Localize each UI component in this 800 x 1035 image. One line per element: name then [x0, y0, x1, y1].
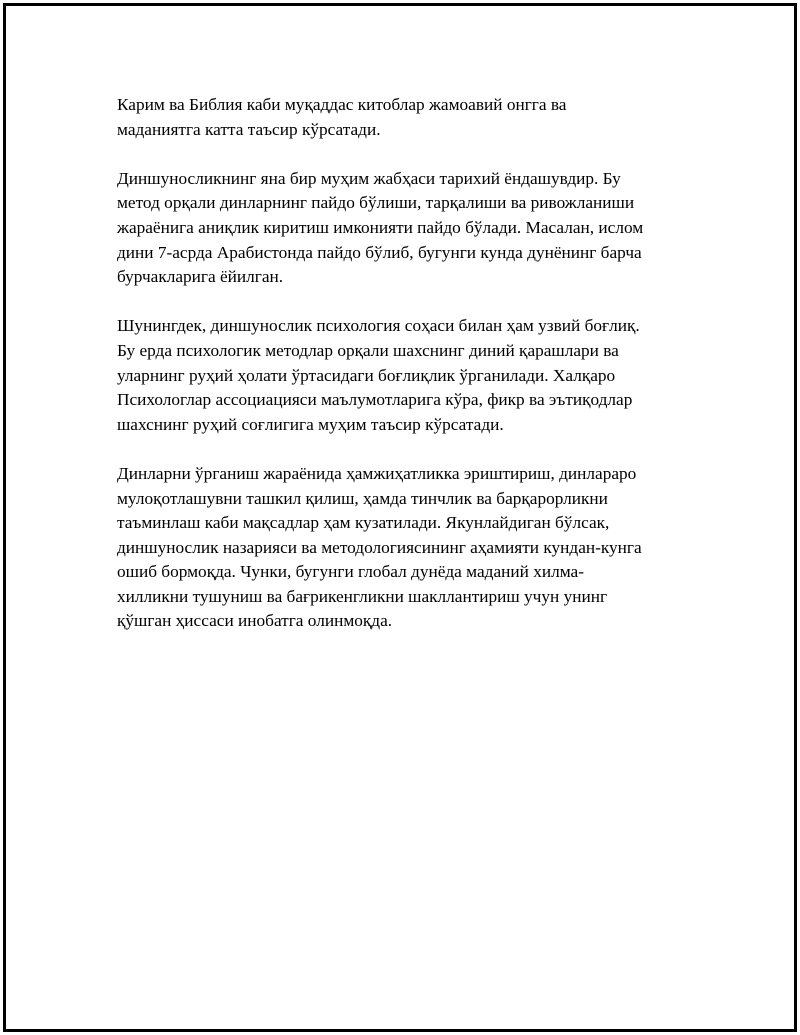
paragraph-4 [117, 462, 697, 634]
paragraph-2 [117, 167, 697, 290]
text-line: маданиятга катта таъсир кўрсатади. [117, 119, 381, 139]
paragraph-1 [117, 93, 697, 142]
paragraph-3 [117, 314, 697, 437]
text-line: диншунослик назарияси ва методологиясининг аҳамияти кундан-кунга [117, 537, 642, 557]
text-line: мулоқотлашувни ташкил қилиш, ҳамда тинчлик ва барқарорликни [117, 488, 608, 508]
text-line: уларнинг руҳий ҳолати ўртасидаги боғлиқлик ўрганилади. Халқаро [117, 365, 616, 385]
text-line: Психологлар ассоциацияси маълумотларига кўра, фикр ва эътиқодлар [117, 390, 633, 410]
text-line: Динларни ўрганиш жараёнида ҳамжиҳатликка эриштириш, динлараро [117, 463, 637, 483]
document-body [117, 93, 697, 659]
text-line: дини 7-асрда Арабистонда пайдо бўлиб, бугунги кунда дунёнинг барча [117, 242, 642, 262]
text-line: қўшган ҳиссаси инобатга олинмоқда. [117, 611, 393, 631]
text-line: ошиб бормоқда. Чунки, бугунги глобал дунёда маданий хилма- [117, 562, 584, 582]
text-line: Бу ерда психологик методлар орқали шахснинг диний қарашлари ва [117, 340, 619, 360]
text-line: бурчакларига ёйилган. [117, 267, 284, 287]
text-line: жараёнига аниқлик киритиш имконияти пайдо бўлади. Масалан, ислом [117, 217, 644, 237]
text-line: таъминлаш каби мақсадлар ҳам кузатилади. Якунлайдиган бўлсак, [117, 513, 610, 533]
text-line: Диншуносликнинг яна бир муҳим жабҳаси тарихий ёндашувдир. Бу [117, 168, 621, 188]
text-line: метод орқали динларнинг пайдо бўлиши, тарқалиши ва ривожланиши [117, 193, 635, 213]
text-line: шахснинг руҳий соғлигига муҳим таъсир кўрсатади. [117, 414, 504, 434]
text-line: хилликни тушуниш ва бағрикенгликни шакллантириш учун унинг [117, 586, 608, 606]
text-line: Шунингдек, диншунослик психология соҳаси билан ҳам узвий боғлиқ. [117, 316, 640, 336]
text-line: Карим ва Библия каби муқаддас китоблар жамоавий онгга ва [117, 95, 567, 114]
